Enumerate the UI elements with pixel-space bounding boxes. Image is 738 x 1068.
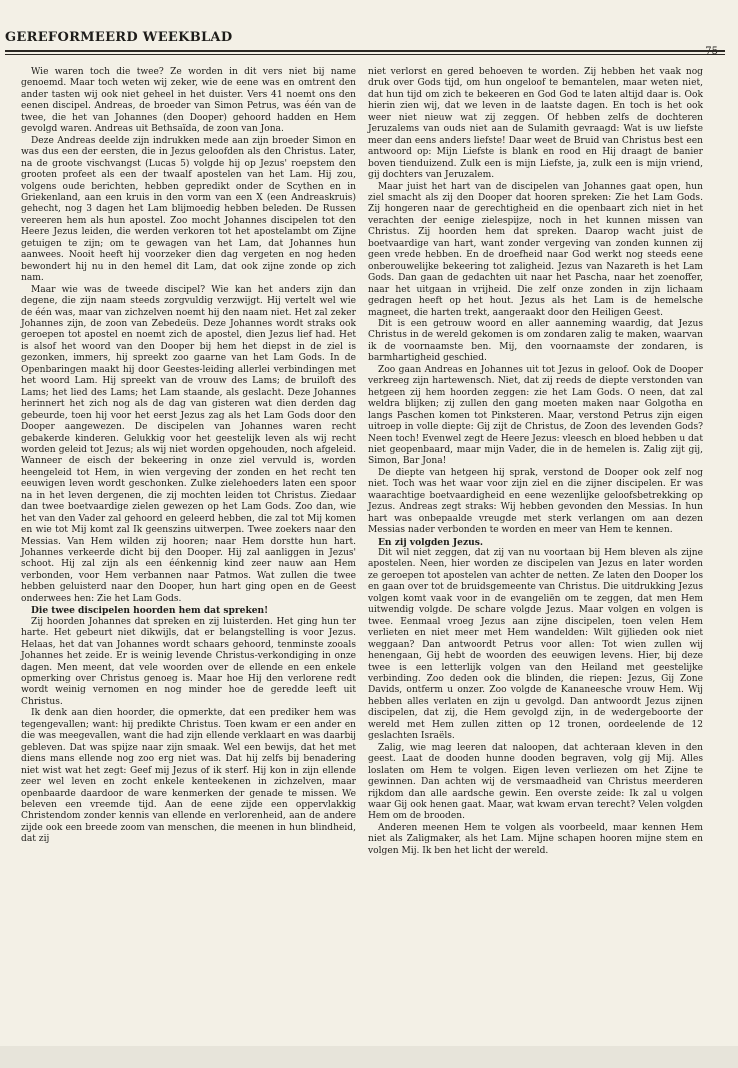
paragraph: Zalig, wie mag leeren dat naloopen, dat achteraan kleven in den geest. Laat de dooden hunne dooden begraven, volg gij Mij. Alles loslaten om Hem te volgen. Eigen leven verliezen om het Zijne te gewinnen. Dan achten wij de versmaadheid van Christus meerderen rijkdom dan alle aardsche gewin. Een overste zeide: Ik zal u volgen waar Gij ook henen gaat. Maar, wat kwam ervan terecht? Velen volgden Hem om de brooden.: [368, 742, 703, 822]
paragraph: De diepte van hetgeen hij sprak, verstond de Dooper ook zelf nog niet. Toch was het waar voor zijn ziel en die zijner discipelen. Er was waarachtige boetvaardigheid en eene wezenlijke geloofsbetrekking op Jezus. Andreas zegt straks: Wij hebben gevonden den Messias. In hun hart was onbepaalde vreugde met sterk verlangen om aan dezen Messias nader verbonden te worden en meer van Hem te kennen.: [368, 467, 703, 536]
header-rule-thin: [5, 54, 725, 55]
section-heading: En zij volgden Jezus.: [378, 536, 484, 548]
right-column: [368, 67, 703, 857]
publication-title: GEREFORMEERD WEEKBLAD: [5, 30, 233, 45]
paragraph: Maar wie was de tweede discipel? Wie kan het anders zijn dan degene, die zijn naam steeds zorgvuldig verzwijgt. Hij vertelt wel wie de één was, maar van zichzelven noemt hij den naam niet. Het zal zeker Johannes zijn, de zoon van Zebedeüs. Deze Johannes wordt straks ook geroepen tot apostel en noemt zich de apostel, dien Jezus lief had. Het is alsof het woord van den Dooper bij hem het diepst in de ziel is gezonken, immers, hij spreekt zoo gaarne van het Lam Gods. In de Openbaringen maakt hij door Geestes-leiding allerlei verbindingen met het woord Lam. Hij spreekt van de vrouw des Lams; de bruiloft des Lams; het lied des Lams; het Lam staande, als geslacht. Deze Johannes herinnert het zich nog als de dag van gisteren wat dien derden dag gebeurde, toen hij voor het eerst Jezus zag als het Lam Gods door den Dooper aangewezen. De discipelen van Johannes waren recht gebakerde kinderen. Gelukkig voor het geestelijk leven als wij recht worden geleid tot Jezus; als wij niet worden opgehouden, noch afgeleid. Wanneer de eisch der bekeering in onze ziel vervuld is, worden heengeleid tot Hem, in wien vergeving der zonden en het recht ten eeuwigen leven wordt geschonken. Zulke zielehoeders laten een spoor na in het leven dergenen, die zij mochten leiden tot Christus. Ziedaar dan twee boetvaardige zielen gewezen op het Lam Gods. Zoo dan, wie het van den Vader zal gehoord en geleerd hebben, die zal tot Mij komen en wie tot Mij komt zal Ik geenszins uitwerpen. Twee zoekers naar den Messias. Van Hem wilden zij hooren; naar Hem dorstte hun hart. Johannes verkeerde dicht bij den Dooper. Hij zal aanliggen in Jezus' schoot. Hij zal zijn als een éénkennig kind zeer nauw aan Hem verbonden, voor Hem verbannen naar Patmos. Wat zullen die twee hebben geluisterd naar den Dooper, hun hart ging open en de Geest onderwees hen: Zie het Lam Gods.: [21, 284, 356, 604]
page-bottom-edge: [0, 1046, 738, 1068]
paragraph: Deze Andreas deelde zijn indrukken mede aan zijn broeder Simon en was dus een der eersten, die in Jezus geloofden als den Christus. Later, na de groote vischvangst (Lucas 5) volgde hij op Jezus' roepstem den grooten profeet als een der twaalf apostelen van het Lam. Hij zou, volgens oude berichten, hebben gepredikt onder de Scythen en in Griekenland, aan een kruis in den vorm van een X (een Andreaskruis) gehecht, nog 3 dagen het Lam blijmoedig hebben beleden. De Russen vereeren hem als hun apostel. Zoo mocht Johannes discipelen tot den Heere Jezus leiden, die werden verkoren tot het apostelambt om Zijne getuigen te zijn; om te gewagen van het Lam, dat Johannes hun aanwees. Nooit heeft hij voorzeker dien dag vergeten en nog heden bewondert hij nu in den hemel dit Lam, dat ook zijne zonde op zich nam.: [21, 135, 356, 284]
paragraph: Maar juist het hart van de discipelen van Johannes gaat open, hun ziel smacht als zij den Dooper dat hooren spreken: Zie het Lam Gods. Zij hongeren naar de gerechtigheid en die openbaart zich niet in het verachten der eenige zielespijze, noch in het kunnen missen van Christus. Zij hoorden hem dat spreken. Daarop wacht juist de boetvaardige van hart, want zonder vergeving van zonden kunnen zij geen vrede hebben. En de droefheid naar God werkt nog steeds eene onberouwelijke bekeering tot zaligheid. Jezus van Nazareth is het Lam Gods. Dan gaan de gedachten uit naar het Pascha, naar het zoenoffer, naar het uitgaan in vrijheid. Die zelf onze zonden in zijn lichaam gedragen heeft op het hout. Jezus als het Lam is de hemelsche magneet, die harten trekt, aangeraakt door den Heiligen Geest.: [368, 181, 703, 318]
paragraph: Wie waren toch die twee? Ze worden in dit vers niet bij name genoemd. Maar toch weten wij zeker, wie de eene was en omtrent den ander tasten wij ook niet geheel in het duister. Vers 41 noemt ons den eenen discipel. Andreas, de broeder van Simon Petrus, was één van de twee, die het van Johannes (den Dooper) gehoord hadden en Hem gevolgd waren. Andreas uit Bethsaïda, de zoon van Jona.: [21, 67, 356, 135]
header-rule-thick: [5, 50, 725, 52]
left-column: [21, 67, 356, 846]
paragraph: Dit wil niet zeggen, dat zij van nu voortaan bij Hem bleven als zijne apostelen. Neen, hier worden ze discipelen van Jezus en later worden ze geroepen tot apostelen van achter de netten. Ze laten den Dooper los en gaan over tot de bruidsgemeente van Christus. Die uitdrukking Jezus volgen komt vaak voor in de evangeliën om te zeggen, dat men Hem uitwendig volgde. De schare volgde Jezus. Maar volgen en volgen is twee. Eenmaal vroeg Jezus aan zijne discipelen, toen velen Hem verlieten en niet meer met Hem wandelden: Wilt gijlieden ook niet weggaan? Dan antwoordt Petrus voor allen: Tot wien zullen wij henengaan, Gij hebt de woorden des eeuwigen levens. Hier, bij deze twee is een letterlijk volgen van den Heiland met geestelijke verbinding. Zoo deden ook die blinden, die riepen: Jezus, Gij Zone Davids, ontferm u onzer. Zoo volgde de Kananeesche vrouw Hem. Wij hebben alles verlaten en zijn u gevolgd. Dan antwoordt Jezus zijnen discipelen, dat zij, die Hem gevolgd zijn, in de wedergeboorte der wereld met Hem zullen zitten op 12 tronen, oordeelende de 12 geslachten Israëls.: [368, 548, 703, 742]
paragraph: Dit is een getrouw woord en aller aanneming waardig, dat Jezus Christus in de wereld gekomen is om zondaren zalig te maken, waarvan ik de voornaamste ben. Mij, den voornaamste der zondaren, is barmhartigheid geschied.: [368, 318, 703, 364]
paragraph: Zoo gaan Andreas en Johannes uit tot Jezus in geloof. Ook de Dooper verkreeg zijn hartewensch. Niet, dat zij reeds de diepte verstonden van hetgeen zij hem hoorden zeggen: zie het Lam Gods. O neen, dat zal weldra blijken; zij zullen den gang moeten maken naar Golgotha en langs Paschen komen tot Pinksteren. Maar, verstond Petrus zijn eigen uitroep in volle diepte: Gij zijt de Christus, de Zoon des levenden Gods? Neen toch! Evenwel zegt de Heere Jezus: vleesch en bloed hebben u dat niet geopenbaard, maar mijn Vader, die in de hemelen is. Zalig zijt gij, Simon, Bar Jona!: [368, 364, 703, 467]
page-header: [5, 30, 720, 45]
section-heading: Die twee discipelen hoorden hem dat spreken!: [31, 605, 269, 617]
paragraph: Anderen meenen Hem te volgen als voorbeeld, maar kennen Hem niet als Zaligmaker, als het Lam. Mijne schapen hooren mijne stem en volgen Mij. Ik ben het licht der wereld.: [368, 822, 703, 856]
paragraph: Zij hoorden Johannes dat spreken en zij luisterden. Het ging hun ter harte. Het gebeurt niet dikwijls, dat er belangstelling is voor Jezus. Helaas, het dat van Johannes wordt schaars gehoord, tenminste zooals Johannes het zeide. Er is weinig levende Christus-verkondiging in onze dagen. Men meent, dat vele woorden over de ellende en een enkele opmerking over Christus genoeg is. Maar hoe Hij den verlorene redt wordt weinig vernomen en nog minder hoe de geredde leeft uit Christus.: [21, 616, 356, 707]
paragraph: niet verlorst en gered behoeven te worden. Zij hebben het vaak nog druk over Gods tijd, om hun ongeloof te bemantelen, maar weten niet, dat hun tijd om zich te bekeeren en God God te laten altijd daar is. Ook hierin zien wij, dat we leven in de laatste dagen. En toch is het ook weer niet nieuw wat zij zeggen. Of hebben zelfs de dochteren Jeruzalems van ouds niet aan de Sulamith gevraagd: Wat is uw liefste meer dan eens anders liefste! Daar weet de Bruid van Christus best een antwoord op: Mijn Liefste is blank en rood en Hij draagt de banier boven tienduizend. Zulk een is mijn Liefste, ja, zulk een is mijn vriend, gij dochters van Jeruzalem.: [368, 67, 703, 181]
paragraph: Ik denk aan dien hoorder, die opmerkte, dat een prediker hem was tegengevallen; want: hij predikte Christus. Toen kwam er een ander en die was meegevallen, want die had zijn ellende verklaart en was daarbij gebleven. Dat was spijze naar zijn smaak. Wel een bewijs, dat het met diens mans ellende nog zoo erg niet was. Dat hij zelfs bij benadering niet wist wat het zegt: Geef mij Jezus of ik sterf. Hij kon in zijn ellende zeer wel leven en zocht enkele kenteekenen in zichzelven, maar openbaarde daardoor de ware kenmerken der genade te missen. We beleven een vreemde tijd. Aan de eene zijde een oppervlakkig Christendom zonder kennis van ellende en verlorenheid, aan de andere zijde ook een breede zoom van menschen, die meenen in hun blindheid, dat zij: [21, 708, 356, 845]
